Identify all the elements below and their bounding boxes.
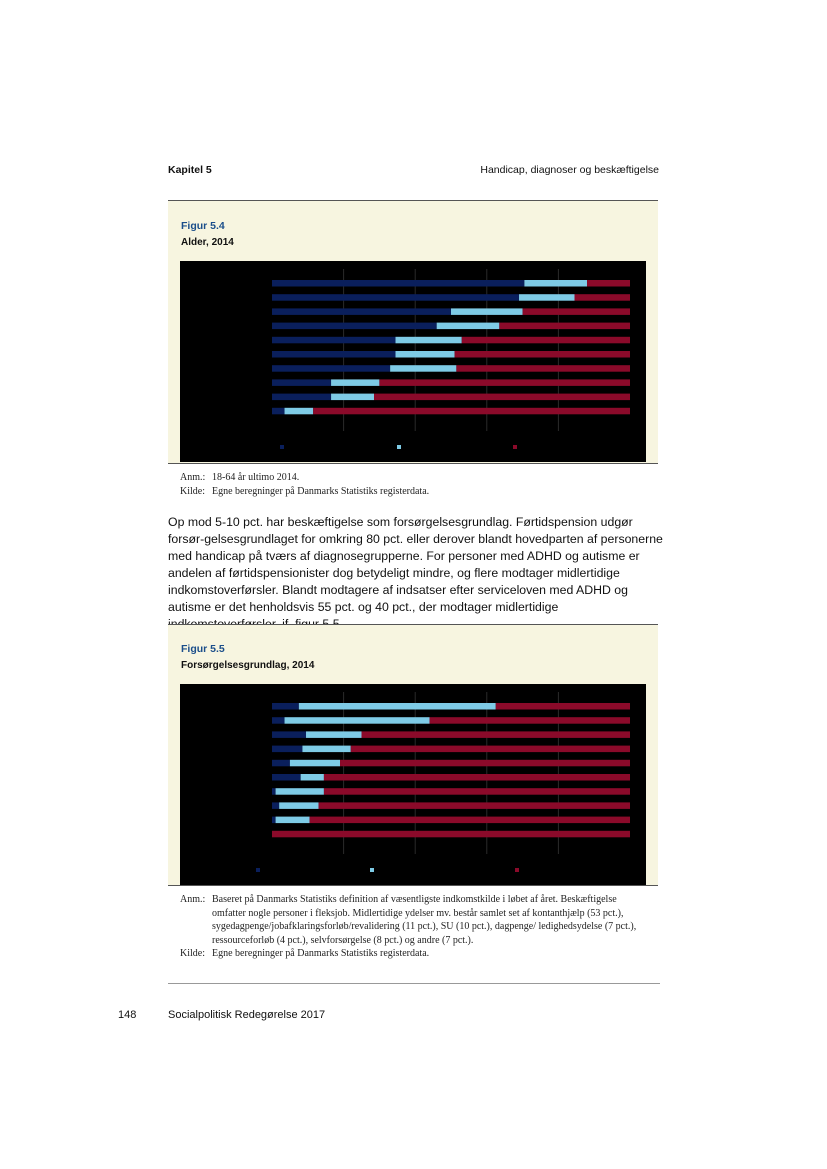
bar-segment-series-1: [272, 817, 276, 824]
note-text: Egne beregninger på Danmarks Statistiks registerdata.: [212, 485, 430, 497]
bar-segment-series-3: [523, 308, 630, 315]
bar-segment-series-1: [272, 337, 396, 344]
figure2-title: Forsørgelsesgrundlag, 2014: [181, 660, 315, 671]
figure2-box: [168, 625, 658, 885]
figure2-chart-svg: [180, 684, 646, 885]
bar-segment-series-3: [499, 323, 630, 330]
bar-segment-series-3: [340, 760, 630, 767]
bar-segment-series-1: [272, 379, 331, 386]
note-key: Kilde:: [180, 948, 205, 959]
body-paragraph: Op mod 5-10 pct. har beskæftigelse som forsørgelsesgrundlag. Førtidspension udgør forsør-gelsesgrundlaget for omkring 80 pct. eller derover blandt hovedparten af personerne med handicap på tværs af diagnosegrupperne. For personer med ADHD og autisme er andelen af førtidspensionister dog betydeligt mindre, og flere modtager midlertidige indkomstoverførsler. Blandt modtagere af indsatser efter serviceloven med ADHD og autisme er det henholdsvis 55 pct. og 40 pct., der modtager midlertidige: [168, 515, 663, 614]
figure2-chart: [180, 684, 646, 885]
bar-segment-series-1: [272, 746, 302, 753]
figure2-bottom-rule: [168, 885, 658, 886]
bar-segment-series-3: [351, 746, 630, 753]
bar-segment-series-3: [362, 731, 631, 738]
note-row: [180, 893, 650, 947]
figure1-label: Figur 5.4: [181, 220, 225, 232]
section-title: Handicap, diagnoser og beskæftigelse: [480, 164, 659, 176]
bar-segment-series-2: [285, 408, 314, 415]
bar-segment-series-2: [519, 294, 574, 301]
bar-segment-series-3: [310, 817, 630, 824]
bar-segment-series-2: [331, 379, 379, 386]
bar-segment-series-2: [331, 394, 374, 401]
page-number: 148: [118, 1009, 137, 1021]
bar-segment-series-2: [390, 365, 456, 372]
bar-segment-series-2: [276, 817, 310, 824]
bar-segment-series-1: [272, 394, 331, 401]
note-row: [180, 485, 650, 499]
bar-segment-series-1: [272, 774, 301, 781]
bar-segment-series-3: [324, 774, 630, 781]
bar-segment-series-3: [462, 337, 630, 344]
bar-segment-series-3: [496, 703, 630, 710]
publication-title: Socialpolitisk Redegørelse 2017: [168, 1009, 326, 1021]
bar-segment-series-1: [272, 408, 285, 415]
bar-segment-series-3: [272, 831, 630, 838]
bar-segment-series-2: [306, 731, 361, 738]
bar-segment-series-2: [302, 746, 350, 753]
bar-segment-series-3: [324, 788, 630, 795]
legend-marker-series-3: [515, 868, 519, 872]
bar-segment-series-2: [279, 802, 318, 809]
chapter-label: Kapitel 5: [168, 164, 212, 176]
bar-segment-series-3: [313, 408, 630, 415]
legend-marker-series-2: [370, 868, 374, 872]
figure1-title: Alder, 2014: [181, 237, 234, 248]
bar-segment-series-1: [272, 731, 306, 738]
legend-marker-series-2: [397, 445, 401, 449]
note-row: [180, 471, 650, 485]
bar-segment-series-3: [374, 394, 630, 401]
bar-segment-series-1: [272, 308, 451, 315]
bar-segment-series-1: [272, 280, 524, 287]
bar-segment-series-1: [272, 802, 279, 809]
bar-segment-series-3: [456, 365, 630, 372]
bar-segment-series-2: [451, 308, 523, 315]
figure1-notes: [180, 471, 650, 498]
figure1-chart: [180, 261, 646, 462]
note-key: Anm.:: [180, 894, 206, 905]
note-key: Anm.:: [180, 472, 206, 483]
bar-segment-series-2: [290, 760, 340, 767]
bar-segment-series-3: [430, 717, 630, 724]
bar-segment-series-2: [301, 774, 324, 781]
bar-segment-series-3: [379, 379, 630, 386]
bar-segment-series-1: [272, 323, 437, 330]
bar-segment-series-1: [272, 365, 390, 372]
bar-segment-series-1: [272, 351, 396, 358]
bar-segment-series-2: [299, 703, 496, 710]
bar-segment-series-2: [396, 351, 455, 358]
bar-segment-series-3: [575, 294, 630, 301]
figure2-label: Figur 5.5: [181, 643, 225, 655]
note-key: Kilde:: [180, 485, 205, 497]
bar-segment-series-2: [524, 280, 587, 287]
note-text: Baseret på Danmarks Statistiks definition af væsentligste indkomstkilde i løbet af året. Beskæftigelse omfatter nogle personer i fleksjob. Midlertidige ydelser mv. består samlet set af kontanthjælp (53 pct.), sygedagpenge/jobafklaringsforløb/revalidering (11 pct.), SU (10 pct.), dagpenge/ ledighedsydelse (7 pct.), ressourceforløb (4 pct.), selvforsørgelse (8 pct.) og andre (7 pct.).: [212, 894, 637, 946]
note-text: 18-64 år ultimo 2014.: [212, 472, 300, 483]
legend-marker-series-3: [513, 445, 517, 449]
bar-segment-series-2: [285, 717, 430, 724]
note-row: [180, 947, 650, 961]
footer-rule: [168, 983, 660, 984]
figure1-bottom-rule: [168, 463, 658, 464]
bar-segment-series-2: [396, 337, 462, 344]
figure2-notes: [180, 893, 650, 961]
legend-marker-series-1: [256, 868, 260, 872]
bar-segment-series-3: [587, 280, 630, 287]
legend-marker-series-1: [280, 445, 284, 449]
bar-segment-series-2: [437, 323, 500, 330]
bar-segment-series-2: [276, 788, 324, 795]
bar-segment-series-1: [272, 760, 290, 767]
figure1-chart-svg: [180, 261, 646, 462]
bar-segment-series-1: [272, 294, 519, 301]
bar-segment-series-3: [455, 351, 630, 358]
bar-segment-series-1: [272, 717, 285, 724]
bar-segment-series-1: [272, 703, 299, 710]
bar-segment-series-1: [272, 788, 276, 795]
bar-segment-series-3: [319, 802, 630, 809]
figure1-box: [168, 201, 658, 463]
note-text: Egne beregninger på Danmarks Statistiks registerdata.: [212, 948, 430, 959]
